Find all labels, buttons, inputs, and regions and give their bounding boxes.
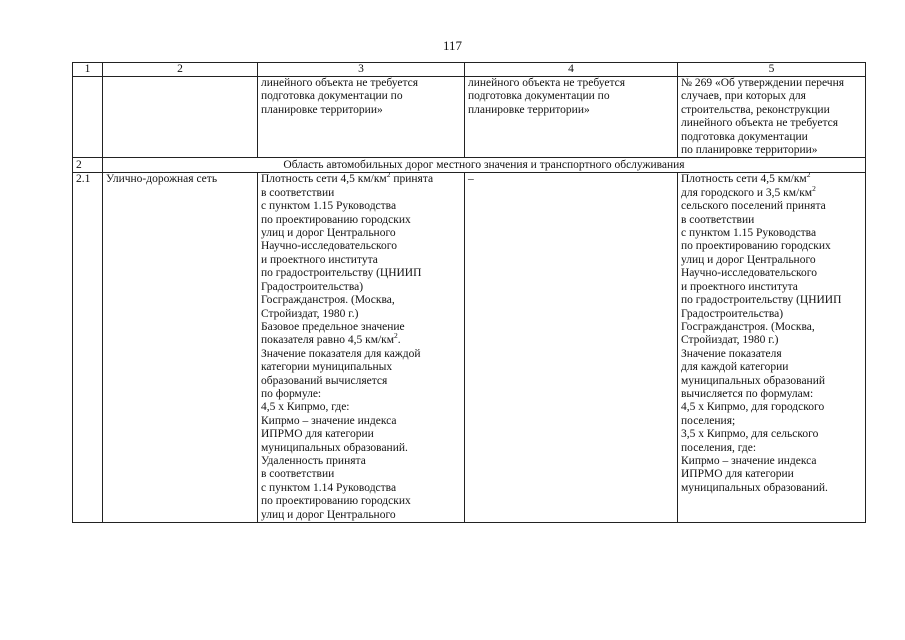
basis-line-1: Плотность сети 4,5 $км/км^2$ принята — [261, 170, 434, 186]
cell-name — [103, 77, 258, 158]
cell-basis-text: линейного объекта не требуется подготовка документации по планировке территории» — [258, 77, 465, 158]
regulation-table — [72, 62, 866, 523]
cell-justification-text: № 269 «Об утверждении перечня случаев, при которых для строительства, реконструкции линейного объекта не требуется подготовка документации по планировке территории» — [678, 77, 866, 158]
justification-line-1: Плотность сети 4,5 $км/км^2$ — [681, 170, 811, 186]
basis-text — [258, 170, 465, 523]
justification-block: сельского поселений принята в соответствии с пунктом 1.15 Руководства по проектированию городских улиц и дорог Центрального Научно-исследовательского и проектного института по градостроительству (ЦНИИП Градостроительства) Госгражданстроя. (Москва, Стройиздат, 1980 г.) Значение показателя для каждой категории муниципальных образований вычисляется по формулам: 4,5 х Кипрмо, для городского поселения; 3,5 х Кипрмо, для сельского поселения, где: Кипрмо – значение индекса ИПРМО для категории муниципальных образований. — [681, 200, 842, 494]
column-number-3: 3 — [258, 63, 465, 77]
row-number: 2.1 — [73, 173, 103, 523]
basis-line-2: показателя равно 4,5 $км/км^2$. — [261, 331, 401, 347]
page-number: 117 — [442, 38, 463, 53]
cell-comment-text: линейного объекта не требуется подготовка документации по планировке территории» — [465, 77, 678, 158]
section-number: 2 — [73, 158, 103, 173]
row-name: Улично-дорожная сеть — [103, 173, 258, 523]
column-number-row — [73, 63, 866, 77]
column-number-5: 5 — [678, 63, 866, 77]
section-title: Область автомобильных дорог местного значения и транспортного обслуживания — [103, 158, 866, 173]
table-row — [73, 173, 866, 523]
section-row — [73, 158, 866, 173]
comment-text: – — [465, 173, 678, 523]
continuation-row — [73, 77, 866, 158]
justification-text — [678, 170, 866, 523]
column-number-2: 2 — [103, 63, 258, 77]
justification-line-2: для городского и 3,5 $км/км^2$ — [681, 184, 816, 199]
basis-block-2: Значение показателя для каждой категории муниципальных образований вычисляется по формуле: 4,5 х Кипрмо, где: Кипрмо – значение индекса ИПРМО для категории муниципальных образований. Удаленность принята в соответствии с пунктом 1.14 Руководства по проектированию городских улиц и дорог Центрального — [261, 347, 421, 521]
cell-number — [73, 77, 103, 158]
column-number-4: 4 — [465, 63, 678, 77]
column-number-1: 1 — [73, 63, 103, 77]
basis-block-1: в соответствии с пунктом 1.15 Руководства по проектированию городских улиц и дорог Центрального Научно-исследовательского и проектного института по градостроительству (ЦНИИП Градостроительства) Госгражданстроя. (Москва, Стройиздат, 1980 г.) Базовое предельное значение — [261, 186, 422, 333]
